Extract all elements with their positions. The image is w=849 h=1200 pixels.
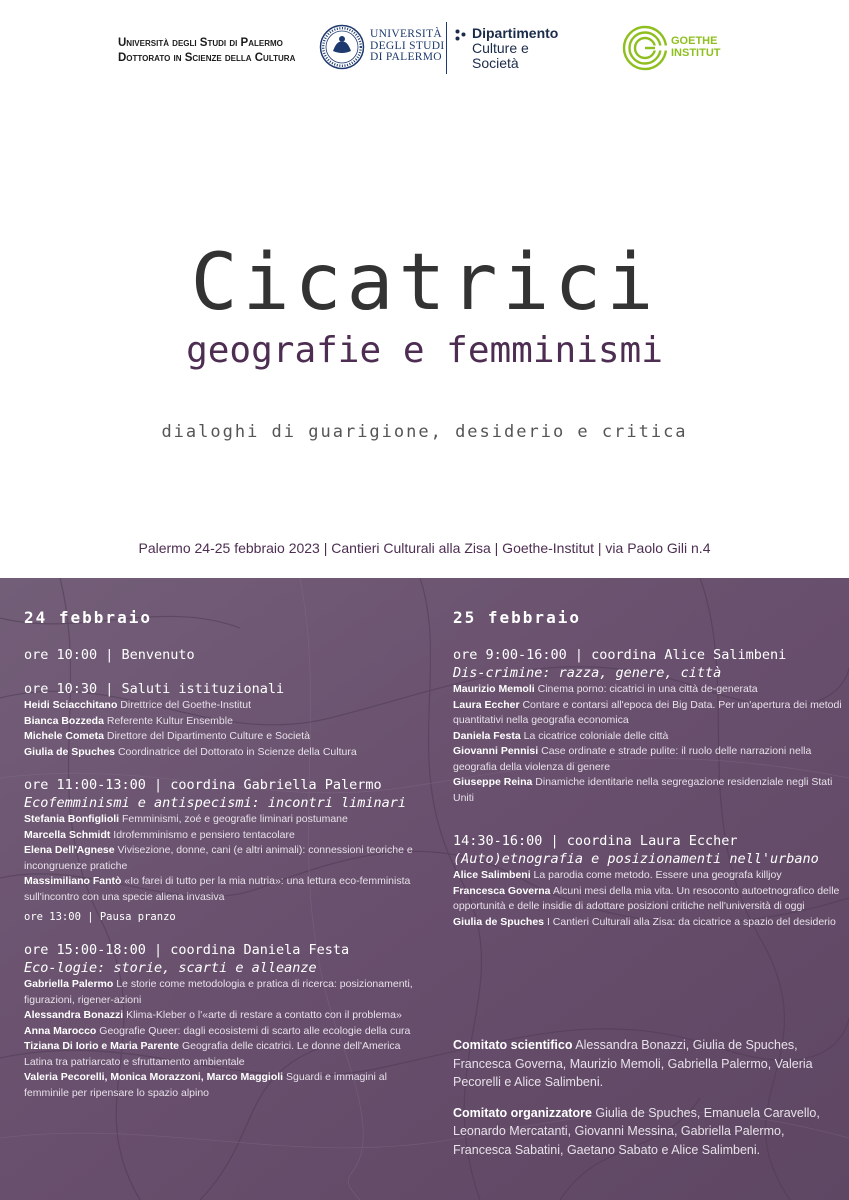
speaker-name: Valeria Pecorelli, Monica Morazzoni, Marco Maggioli [24,1071,284,1083]
welcome-session [24,646,414,664]
speaker-name: Giulia de Spuches [453,915,545,928]
talk-item [24,1039,414,1070]
speaker-name: Gabriella Palermo [24,978,114,990]
talk-item [24,828,414,844]
speaker-name: Giulia de Spuches [24,745,116,758]
speaker-name: Marcella Schmidt [24,828,111,841]
committees [453,1036,845,1171]
talk-title: I Cantieri Culturali alla Zisa: da cicatrice a spazio del desiderio [546,915,836,928]
unipa-wordmark: UNIVERSITÀ DEGLI STUDI DI PALERMO [370,28,445,63]
talk-item [453,729,845,745]
day1-column [24,608,414,1117]
talk-title: Geografia delle cicatrici. Le donne dell'America Latina tra patriarcato e sfruttamento ambientale [24,1040,401,1068]
talk-title: La cicatrice coloniale delle città [523,729,669,742]
talk-title: Alcuni mesi della mia vita. Un resoconto autoetnografico delle opportunità e delle insidie di adottare posizioni critiche nell'università di oggi [453,884,840,912]
speaker-name: Giuseppe Reina [453,776,533,788]
talk-item [24,977,414,1008]
speaker-name: Bianca Bozzeda [24,714,104,727]
talk-title: Contare e contarsi all'epoca dei Big Data. Per un'apertura dei metodi quantitativi nella geografia economica [453,698,842,726]
talk-item [453,915,845,931]
greetings-heading: ore 10:30 | Saluti istituzionali [24,681,285,697]
scientific-committee [453,1036,845,1092]
talk-title: Femminismi, zoé e geografie liminari postumane [122,813,348,825]
talk-item [24,745,414,761]
speaker-name: Tiziana Di Iorio e Maria Parente [24,1040,180,1052]
doctorate-name: Dottorato in Scienze della Cultura [118,52,296,64]
speaker-name: Francesca Governa [453,884,551,897]
autoetnografia-session [453,832,845,930]
dept-culture-societa-logo: Dipartimento Culture e Società [472,25,559,71]
session-theme: (Auto)etnografia e posizionamenti nell'urbano [453,851,819,867]
talk-title: «Io farei di tutto per la mia nutria»: una lettura eco-femminista sull'incontro con una specie aliena invasiva [24,875,411,903]
talk-title: Sguardi e immagini al femminile per ripensare lo spazio alpino [24,1071,387,1099]
speaker-name: Maurizio Memoli [453,683,535,695]
session-heading: ore 9:00-16:00 | coordina Alice Salimbeni [453,647,787,663]
unipa-name: Università degli Studi di Palermo [118,37,283,49]
speaker-name: Giovanni Pennisi [453,745,539,757]
day2-label: 25 febbraio [453,608,581,627]
programme-panel [0,578,849,1200]
session-heading: ore 11:00-13:00 | coordina Gabriella Palermo [24,777,382,793]
talk-title: Direttrice del Goethe-Institut [120,699,252,711]
speaker-name: Stefania Bonfiglioli [24,813,120,825]
greetings-session [24,680,414,760]
committee-label: Comitato organizzatore [453,1105,592,1120]
talk-item [24,1024,414,1040]
talk-title: Coordinatrice del Dottorato in Scienze della Cultura [117,745,357,758]
talk-item [453,775,845,806]
talk-item [453,884,845,915]
session-theme: Ecofemminismi e antispecismi: incontri liminari [24,795,407,811]
header-divider [446,22,447,74]
goethe-institut-wordmark: GOETHE INSTITUT [671,35,721,59]
ecofeminism-session [24,776,414,925]
speaker-name: Laura Eccher [453,698,520,711]
speaker-name: Michele Cometa [24,730,104,742]
talk-title: Le storie come metodologia e pratica di ricerca: posizionamenti, figurazioni, rigener-azioni [24,978,413,1006]
talk-title: Geografie Queer: dagli ecosistemi di scarto alle ecologie della cura [99,1024,411,1037]
speaker-name: Anna Marocco [24,1024,97,1037]
talk-title: Idrofemminismo e pensiero tentacolare [113,828,295,841]
talk-item [24,1008,414,1024]
session-heading: ore 15:00-18:00 | coordina Daniela Festa [24,942,350,958]
page-title: Cicatrici [190,238,659,328]
talk-item [24,729,414,745]
speaker-name: Heidi Sciacchitano [24,699,118,711]
speaker-name: Daniela Festa [453,729,521,742]
talk-item [453,682,845,698]
speaker-name: Alessandra Bonazzi [24,1009,124,1021]
dept-dots-icon [455,29,467,41]
talk-title: Dinamiche identitarie nella segregazione residenziale negli Stati Uniti [453,776,833,804]
speaker-name: Elena Dell'Agnese [24,844,115,856]
ecologies-session [24,941,414,1101]
talk-title: Direttore del Dipartimento Culture e Società [106,730,310,742]
committee-members: Alessandra Bonazzi, Giulia de Spuches, Francesca Governa, Maurizio Memoli, Gabriella Palermo, Valeria Pecorelli e Alice Salimbeni. [453,1038,813,1089]
speaker-name: Alice Salimbeni [453,869,531,881]
talk-item [24,874,414,905]
talk-item [24,812,414,828]
lunch-break: ore 13:00 | Pausa pranzo [24,911,176,923]
committee-label: Comitato scientifico [453,1038,573,1052]
welcome-heading: ore 10:00 | Benvenuto [24,647,195,663]
tagline: dialoghi di guarigione, desiderio e critica [161,422,688,442]
talk-title: Vivisezione, donne, cani (e altri animali): connessioni teoriche e incongruenze pratiche [24,844,413,872]
talk-title: Referente Kultur Ensemble [106,714,233,727]
talk-item [24,698,414,714]
day2-column [453,608,845,1157]
talk-title: Klima-Kleber o l'«arte di restare a contatto con il problema» [126,1009,402,1021]
session-theme: Dis-crimine: razza, genere, città [453,665,722,681]
unipa-doctorate-logo [118,36,295,66]
discrimine-session [453,646,845,806]
talk-item [24,843,414,874]
day1-label: 24 febbraio [24,608,152,627]
organizing-committee [453,1104,845,1160]
unipa-seal-icon [319,24,365,70]
talk-title: La parodia come metodo. Essere una geografa killjoy [533,869,782,881]
talk-title: Case ordinate e strade pulite: il ruolo delle narrazioni nella geografia della violenza di genere [453,745,812,773]
session-theme: Eco-logie: storie, scarti e alleanze [24,960,317,976]
committee-members: Giulia de Spuches, Emanuela Caravello, Leonardo Mercatanti, Giovanni Messina, Gabriella Palermo, Francesca Sabatini, Gaetano Sabato e Alice Salimbeni. [453,1105,820,1157]
talk-item [453,698,845,729]
talk-title: Cinema porno: cicatrici in una città de-generata [537,683,758,695]
session-heading: 14:30-16:00 | coordina Laura Eccher [453,833,738,849]
venue-line: Palermo 24-25 febbraio 2023 | Cantieri Culturali alla Zisa | Goethe-Institut | via Paolo Gili n.4 [138,540,711,556]
goethe-institut-logo-icon [622,25,668,71]
talk-item [24,714,414,730]
talk-item [453,744,845,775]
speaker-name: Massimiliano Fantò [24,875,122,887]
talk-item [453,868,845,884]
talk-item [24,1070,414,1101]
page-subtitle: geografie e femminismi [186,330,663,371]
